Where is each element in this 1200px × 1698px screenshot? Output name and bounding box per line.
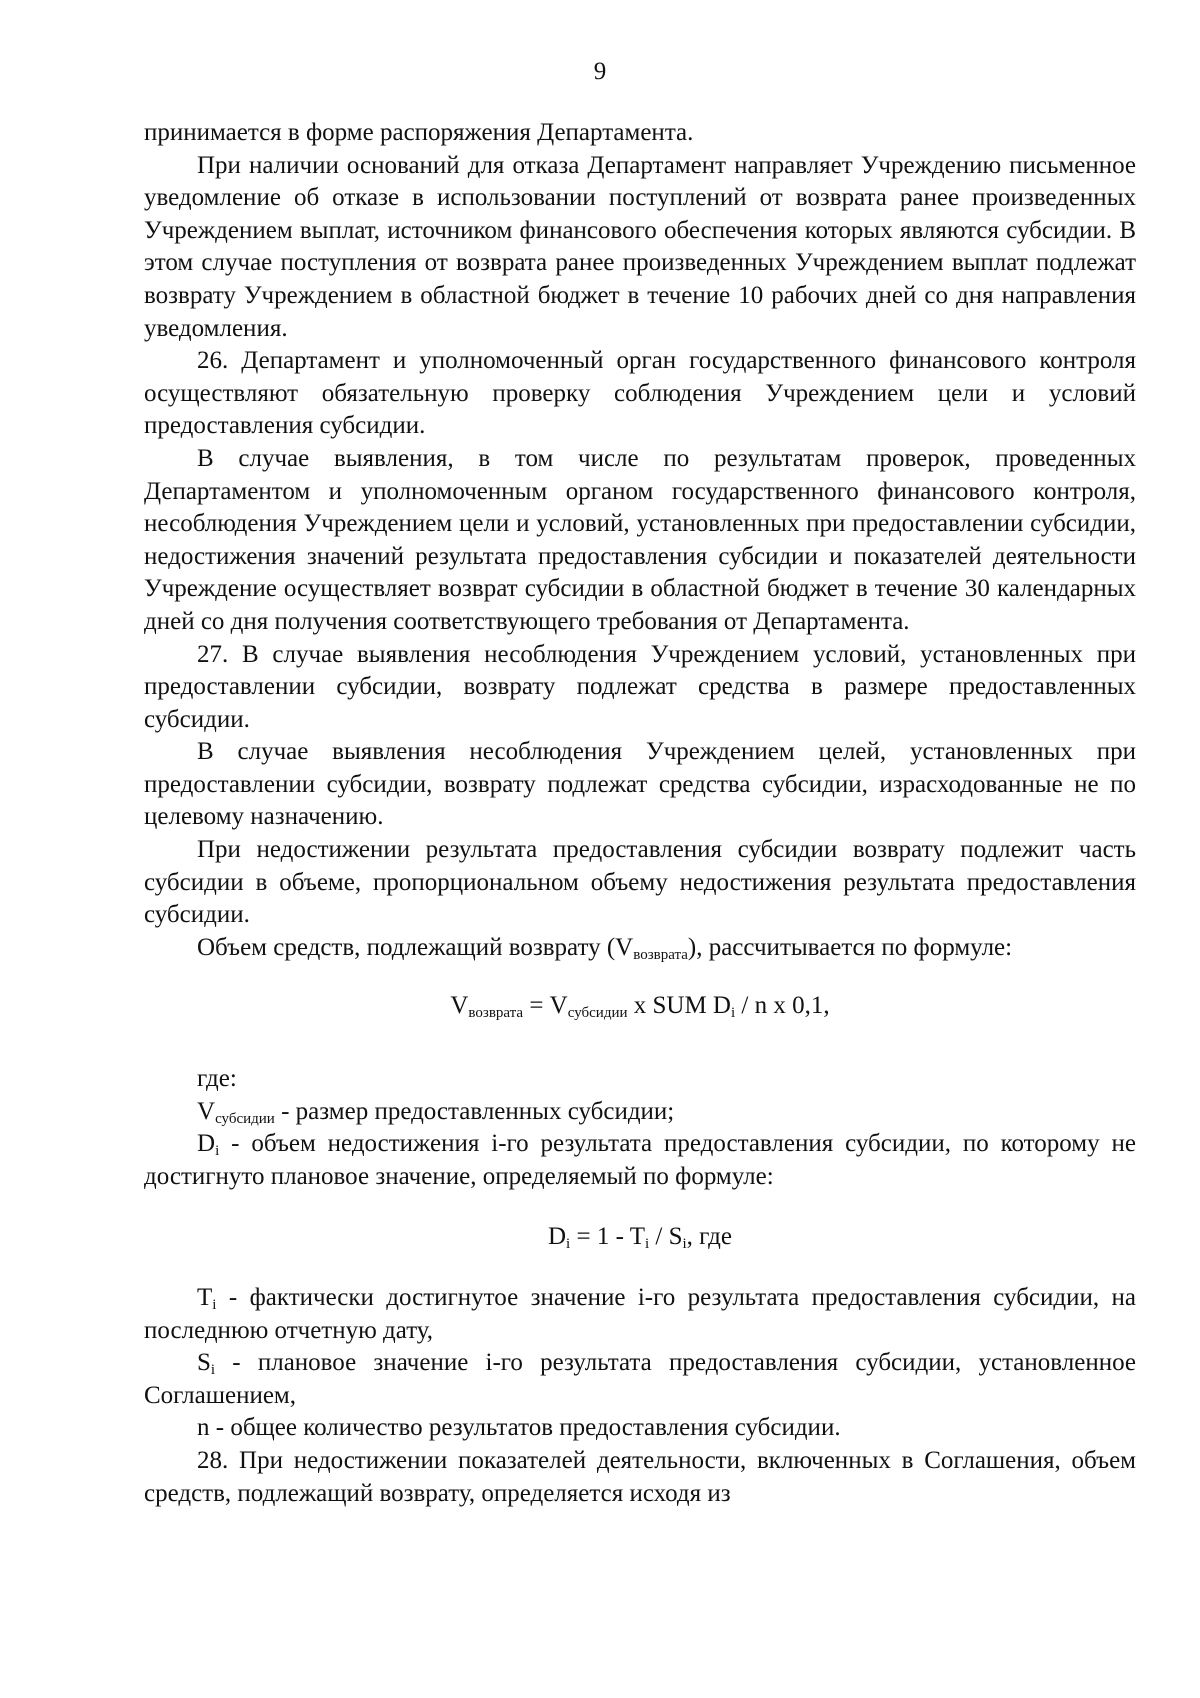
definition-di: $D_i$ - объем недостижения i-го результата предоставления субсидии, по которому не достигнуто плановое значение, определяемый по формуле: [144, 1130, 1136, 1190]
document-body [144, 117, 1136, 1510]
paragraph-underachievement: При недостижении результата предоставления субсидии возврату подлежит часть субсидии в объеме, пропорциональном объему недостижения результата предоставления субсидии. [144, 836, 1136, 929]
where-label: где: [197, 1065, 237, 1093]
paragraph-continuation: принимается в форме распоряжения Департамента. [144, 119, 694, 146]
definition-v-subsidy: $V_{субсидии}$ - размер предоставленных субсидии; [197, 1097, 675, 1127]
paragraph-28: 28. При недостижении показателей деятельности, включенных в Соглашения, объем средств, подлежащий возврату, определяется исходя из [144, 1446, 1136, 1507]
definition-n: n - общее количество результатов предоставления субсидии. [197, 1414, 841, 1442]
definition-ti: $T_i$ - фактически достигнутое значение i-го результата предоставления субсидии, на последнюю отчетную дату, [144, 1284, 1136, 1344]
paragraph-misuse-return: В случае выявления несоблюдения Учреждением целей, установленных при предоставлении субсидии, возврату подлежат средства субсидии, израсходованные не по целевому назначению. [144, 738, 1136, 831]
definition-si: $S_i$ - плановое значение i-го результата предоставления субсидии, установленное Соглашением, [144, 1349, 1136, 1409]
paragraph-26: 26. Департамент и уполномоченный орган государственного финансового контроля осуществляют обязательную проверку соблюдения Учреждением цели и условий предоставления субсидии. [144, 347, 1136, 440]
page-number: 9 [593, 58, 607, 85]
paragraph-violation-return: В случае выявления, в том числе по результатам проверок, проведенных Департаментом и уполномоченным органом государственного финансового контроля, несоблюдения Учреждением цели и условий, установленных при предоставлении субсидии, недостижения значений результата предоставления субсидии и показателей деятельности Учреждение осуществляет возврат субсидии в областной бюджет в течение 30 календарных дней со дня получения соответствующего требования от Департамента. [144, 444, 1136, 635]
paragraph-formula-intro: Объем средств, подлежащий возврату $(V_{возврата})$, рассчитывается по формуле: [197, 933, 1013, 963]
paragraph-refusal-notice: При наличии оснований для отказа Департамент направляет Учреждению письменное уведомление об отказе в использовании поступлений от возврата ранее произведенных Учреждением выплат, источником финансового обеспечения которых являются субсидии. В этом случае поступления от возврата ранее произведенных Учреждением выплат подлежат возврату Учреждением в областной бюджет в течение 10 рабочих дней со дня направления уведомления. [144, 151, 1136, 342]
formula-di: $D_i = 1 - T_i / S_i$, где [547, 1223, 732, 1253]
paragraph-27: 27. В случае выявления несоблюдения Учреждением условий, установленных при предоставлении субсидии, возврату подлежат средства в размере предоставленных субсидии. [144, 640, 1136, 733]
formula-return-volume: $V_{возврата} = V_{субсидии}$ x SUM $D_i$ / n x 0,1, [450, 992, 830, 1022]
